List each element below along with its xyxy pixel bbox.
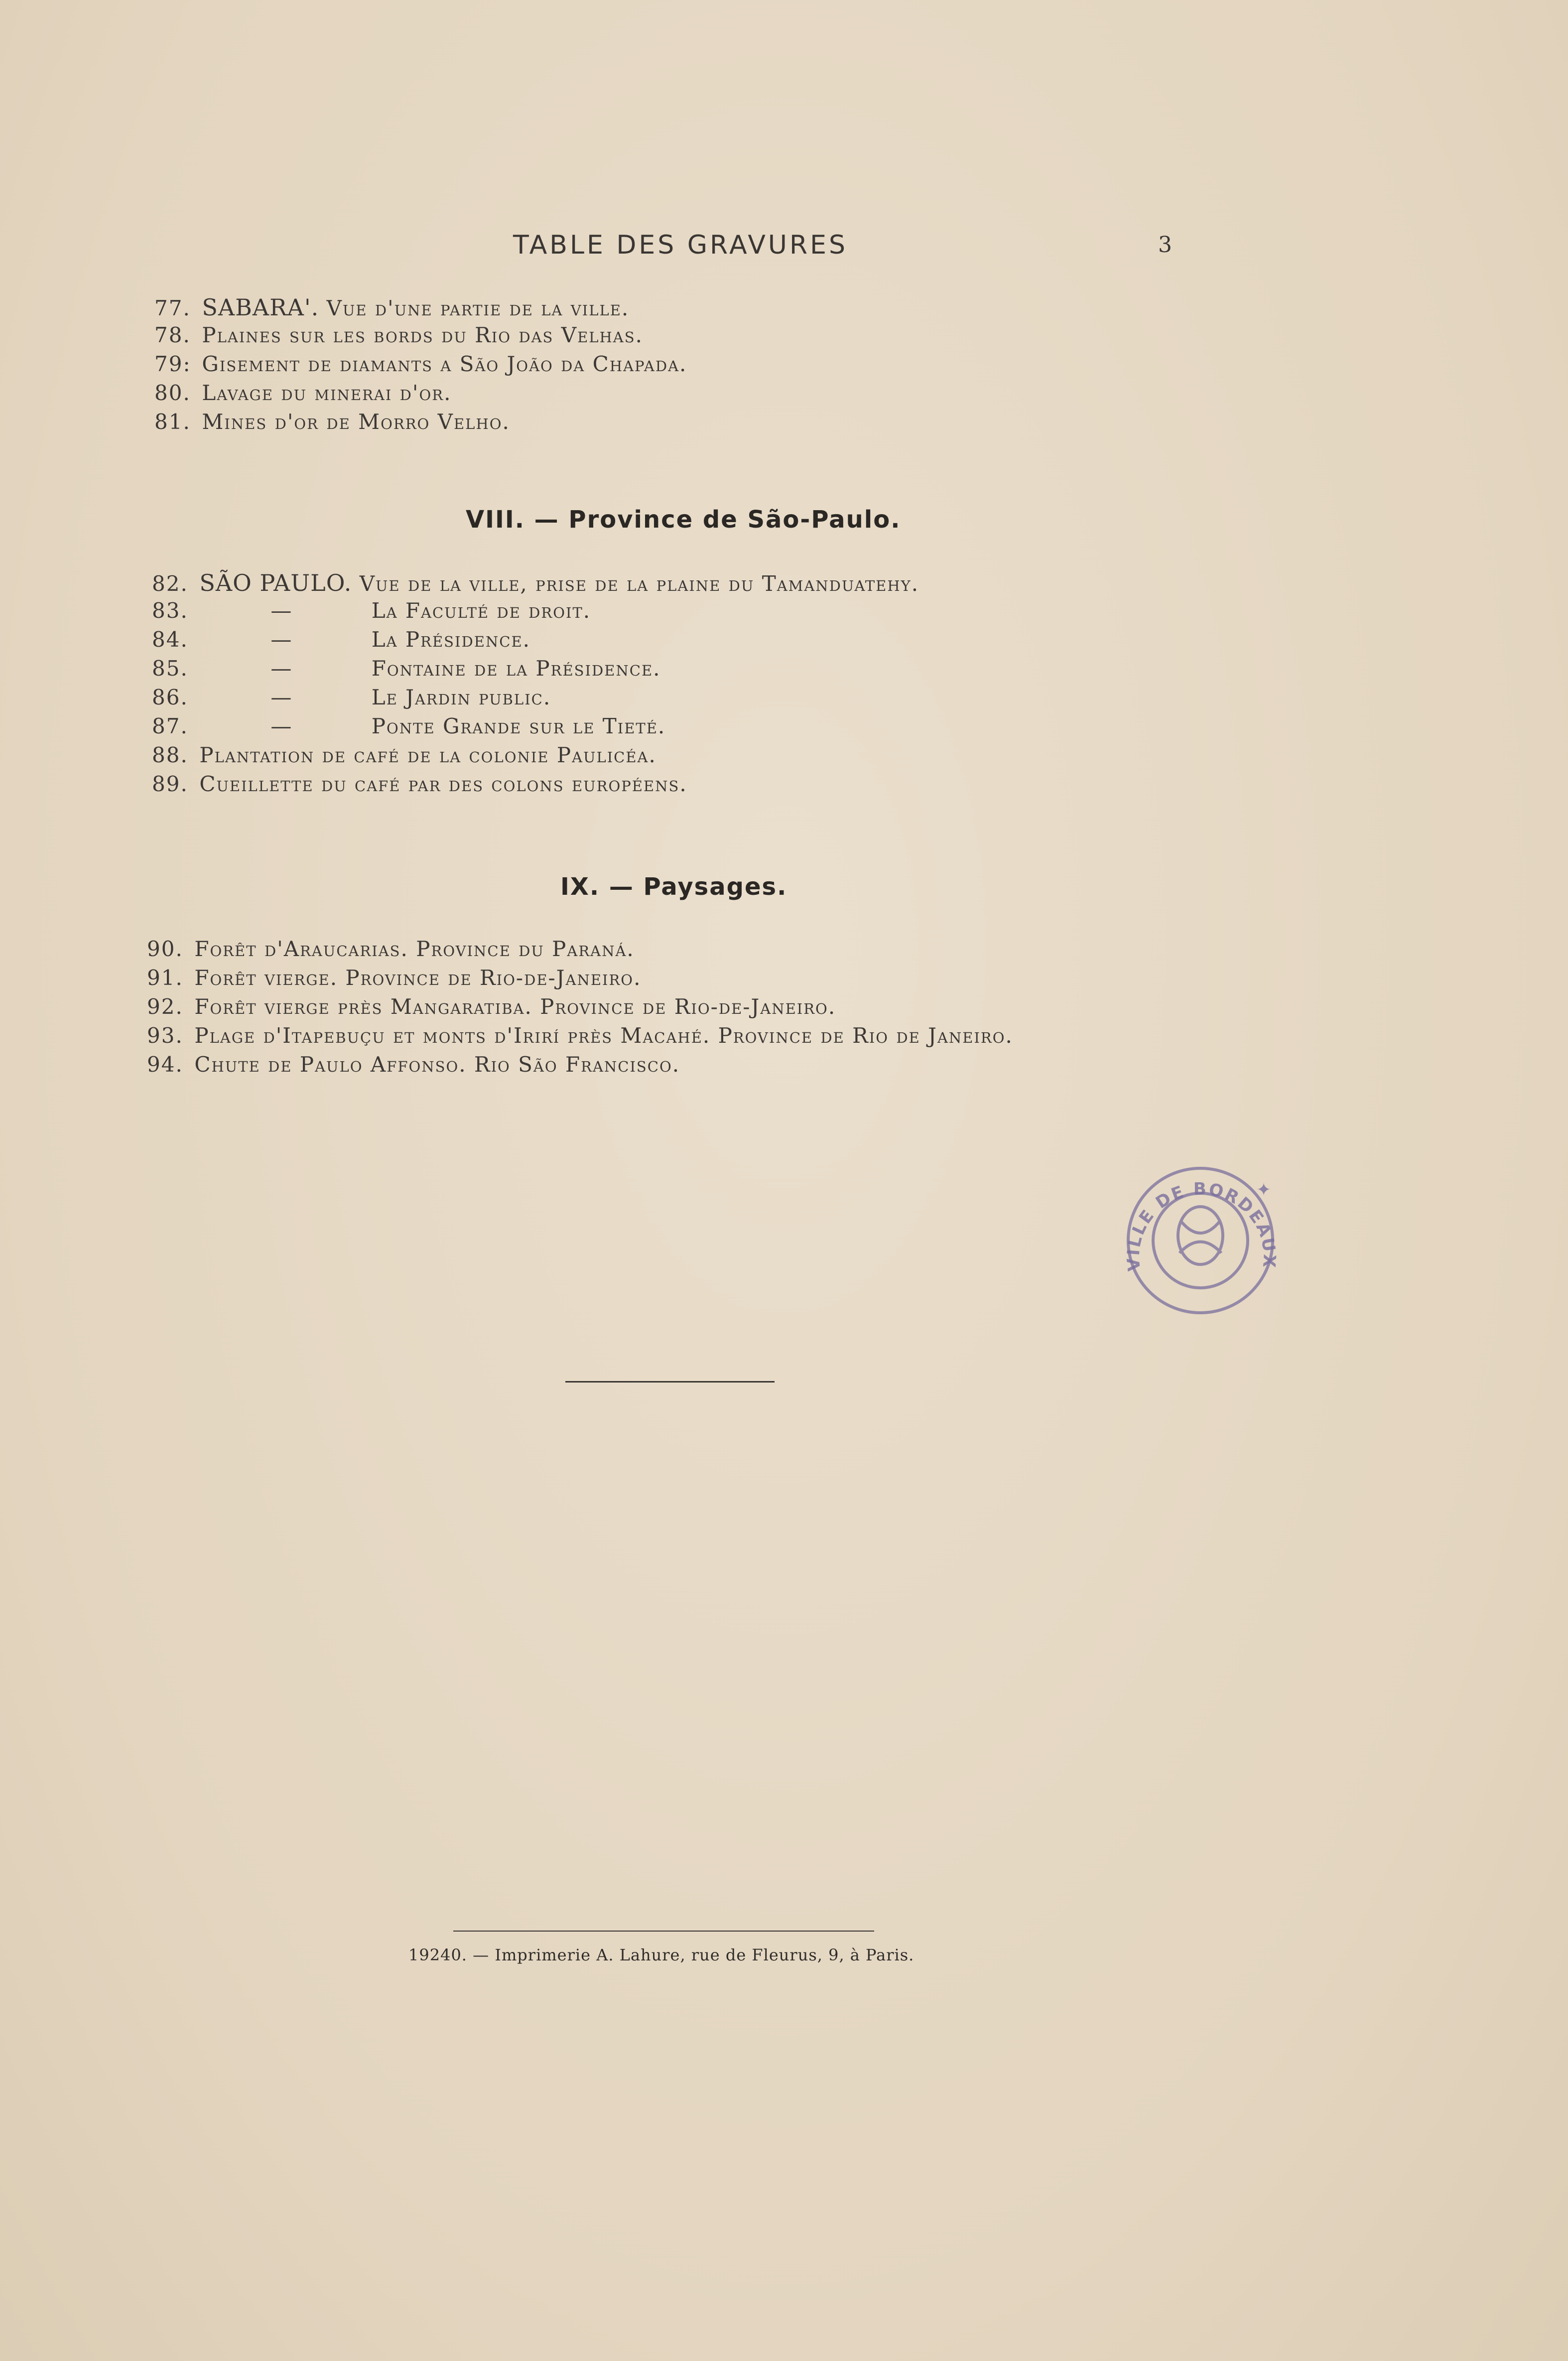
entry-lead: SÃO PAULO. <box>199 569 352 596</box>
entry-text: Lavage du minerai d'or. <box>202 381 452 405</box>
entry-number: 88. <box>152 743 188 767</box>
entry-text: Vue d'une partie de la ville. <box>326 296 630 320</box>
entry-text: Le Jardin public. <box>371 685 551 709</box>
section-divider <box>565 1381 775 1383</box>
list-item <box>154 352 687 376</box>
list-item <box>152 685 551 709</box>
list-item <box>152 772 687 796</box>
list-item <box>154 294 629 321</box>
list-item <box>152 627 530 652</box>
entry-number: 84. <box>152 627 188 652</box>
entry-number: 93. <box>147 1023 183 1048</box>
entry-text: Forêt vierge. Province de Rio-de-Janeiro. <box>194 966 642 990</box>
list-item <box>152 743 656 767</box>
entry-text: Forêt vierge près Mangaratiba. Province de Rio-de-Janeiro. <box>194 994 836 1019</box>
svg-text:✦: ✦ <box>1256 1180 1272 1200</box>
entry-text: Vue de la ville, prise de la plaine du Tamanduatehy. <box>359 571 919 596</box>
section-heading-ix: IX. — Paysages. <box>560 873 787 901</box>
page-number: 3 <box>1158 232 1172 258</box>
ditto-dash: — <box>270 598 293 623</box>
entry-number: 90. <box>147 937 183 961</box>
entry-text: Forêt d'Araucarias. Province du Paraná. <box>194 937 635 961</box>
library-stamp-icon <box>1121 1161 1280 1320</box>
list-item <box>147 1023 1013 1048</box>
list-item <box>154 381 451 405</box>
list-item <box>154 410 510 434</box>
entry-number: 77. <box>154 296 191 320</box>
section-heading-viii: VIII. — Province de São-Paulo. <box>466 506 901 534</box>
entry-number: 92. <box>147 994 183 1019</box>
imprint-rule <box>453 1931 874 1932</box>
imprint-line: 19240. — Imprimerie A. Lahure, rue de Fleurus, 9, à Paris. <box>408 1945 915 1964</box>
entry-text: Plaines sur les bords du Rio das Velhas. <box>202 323 643 347</box>
entry-number: 80. <box>154 381 191 405</box>
list-item <box>147 1052 680 1077</box>
entry-text: Plantation de café de la colonie Paulicéa. <box>199 743 656 767</box>
entry-text: Mines d'or de Morro Velho. <box>202 410 510 434</box>
running-head: TABLE DES GRAVURES <box>513 230 848 260</box>
entry-lead: SABARA'. <box>202 294 319 321</box>
entry-number: 81. <box>154 410 191 434</box>
list-item <box>152 656 660 681</box>
entry-text: Chute de Paulo Affonso. Rio São Francisco. <box>194 1052 680 1077</box>
entry-number: 94. <box>147 1052 183 1077</box>
list-item <box>147 966 641 990</box>
entry-number: 86. <box>152 685 188 709</box>
ditto-dash: — <box>270 685 293 709</box>
entry-text: La Présidence. <box>371 627 530 652</box>
ditto-dash: — <box>270 714 293 738</box>
entry-number: 87. <box>152 714 188 738</box>
entry-text: Ponte Grande sur le Tieté. <box>371 714 666 738</box>
entry-number: 91. <box>147 966 183 990</box>
entry-number: 89. <box>152 772 188 796</box>
list-item <box>154 323 643 347</box>
entry-text: Fontaine de la Présidence. <box>371 656 661 681</box>
entry-text: La Faculté de droit. <box>371 598 591 623</box>
list-item <box>147 994 836 1019</box>
list-item <box>147 937 635 961</box>
list-item <box>152 569 919 596</box>
ditto-dash: — <box>270 627 293 652</box>
entry-number: 85. <box>152 656 188 681</box>
entry-number: 79: <box>154 352 191 376</box>
list-item <box>152 714 665 738</box>
entry-text: Cueillette du café par des colons européens. <box>199 772 687 796</box>
entry-text: Gisement de diamants a São João da Chapada. <box>202 352 687 376</box>
ditto-dash: — <box>270 656 293 681</box>
list-item <box>152 598 591 623</box>
entry-text: Plage d'Itapebuçu et monts d'Irirí près Macahé. Province de Rio de Janeiro. <box>194 1023 1013 1048</box>
stamp-text: VILLE DE BORDEAUX <box>1123 1179 1280 1272</box>
entry-number: 83. <box>152 598 188 623</box>
entry-number: 82. <box>152 571 188 596</box>
entry-number: 78. <box>154 323 191 347</box>
